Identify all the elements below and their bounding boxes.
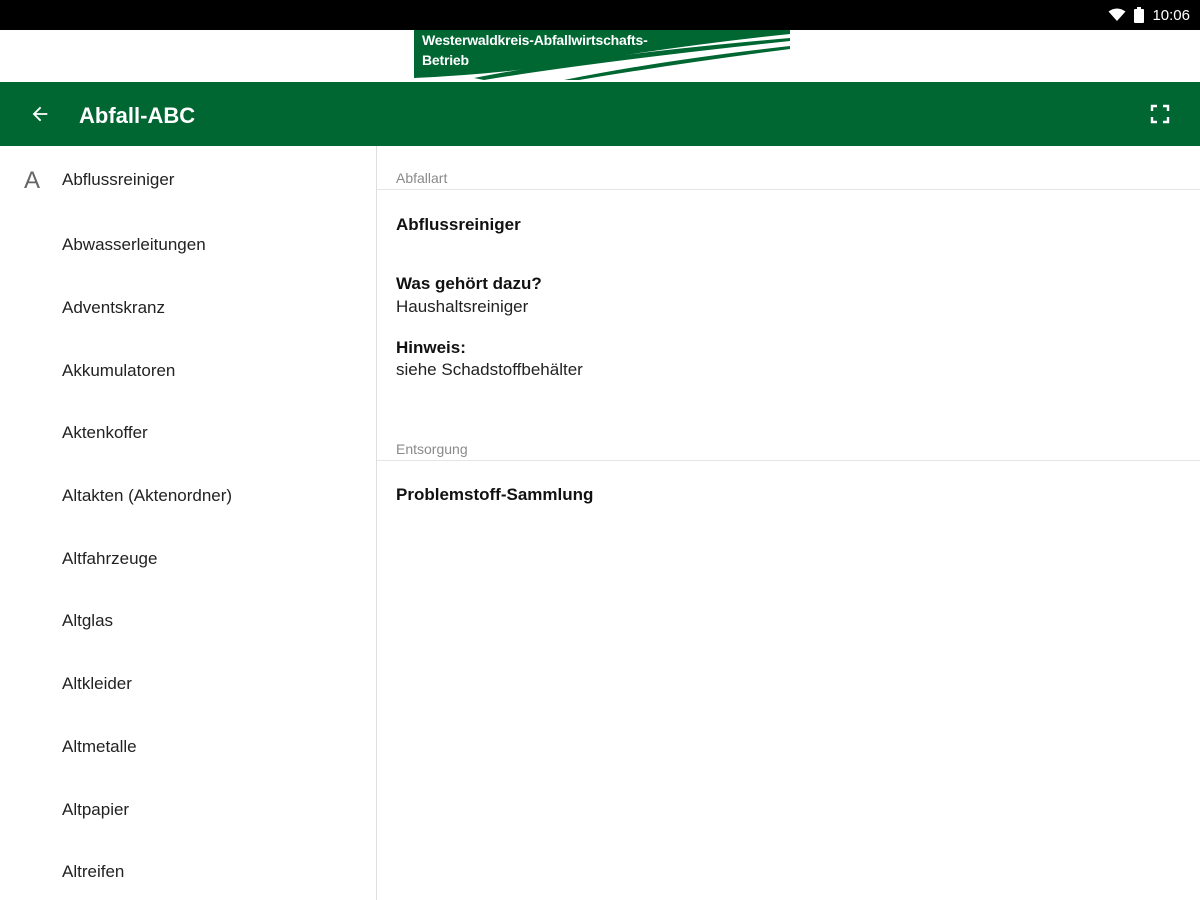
list-item-label: Aktenkoffer: [62, 423, 148, 443]
arrow-back-icon: [29, 103, 51, 125]
fullscreen-icon: [1150, 104, 1170, 124]
status-bar: [0, 0, 1200, 30]
list-item-label: Altreifen: [62, 862, 125, 882]
list-item-label: Abflussreiniger: [62, 170, 175, 189]
section-divider: [377, 189, 1200, 190]
waste-list: [0, 146, 376, 900]
list-item-label: Altglas: [62, 611, 114, 631]
list-item[interactable]: [0, 339, 376, 402]
list-item-label: Altkleider: [62, 674, 132, 694]
fullscreen-button[interactable]: [1142, 96, 1178, 132]
list-item[interactable]: [0, 527, 376, 590]
list-item[interactable]: [0, 146, 376, 214]
abfallart-header: Abfallart: [396, 170, 448, 186]
was-gehoert-value: Haushaltsreiniger: [396, 297, 529, 316]
list-item[interactable]: [0, 277, 376, 340]
hinweis-value: siehe Schadstoffbehälter: [396, 360, 583, 379]
was-gehoert-label: Was gehört dazu?: [396, 274, 542, 293]
list-item-label: Abwasserleitungen: [62, 235, 206, 255]
battery-icon: [1134, 7, 1144, 23]
list-item[interactable]: [0, 402, 376, 465]
list-item[interactable]: [0, 590, 376, 653]
back-button[interactable]: [22, 96, 58, 132]
list-item-label: Altfahrzeuge: [62, 548, 158, 568]
section-divider: [377, 460, 1200, 461]
logo-text: Westerwaldkreis-Abfallwirtschafts- Betrieb: [422, 32, 648, 68]
waste-name: Abflussreiniger: [396, 215, 521, 234]
list-item[interactable]: [0, 214, 376, 277]
entsorgung-value: Problemstoff-Sammlung: [396, 485, 594, 504]
wifi-icon: [1108, 8, 1126, 22]
list-item-label: Adventskranz: [62, 298, 165, 318]
entsorgung-header: Entsorgung: [396, 441, 468, 457]
list-item[interactable]: [0, 716, 376, 779]
list-item[interactable]: [0, 653, 376, 716]
logo: [414, 30, 790, 80]
list-item-label: Altmetalle: [62, 736, 137, 756]
list-item-label: Altakten (Aktenordner): [62, 486, 233, 506]
status-time: 10:06: [1152, 6, 1190, 24]
list-item[interactable]: [0, 778, 376, 841]
list-item[interactable]: [0, 841, 376, 900]
section-letter: A: [24, 167, 41, 195]
app-title: Abfall-ABC: [79, 103, 196, 128]
list-item-label: Altpapier: [62, 799, 130, 819]
app-bar: [0, 82, 1200, 146]
banner: [0, 30, 1200, 82]
hinweis-label: Hinweis:: [396, 338, 466, 357]
list-item-label: Akkumulatoren: [62, 360, 176, 380]
detail-pane: [377, 146, 1200, 900]
list-item[interactable]: [0, 465, 376, 528]
